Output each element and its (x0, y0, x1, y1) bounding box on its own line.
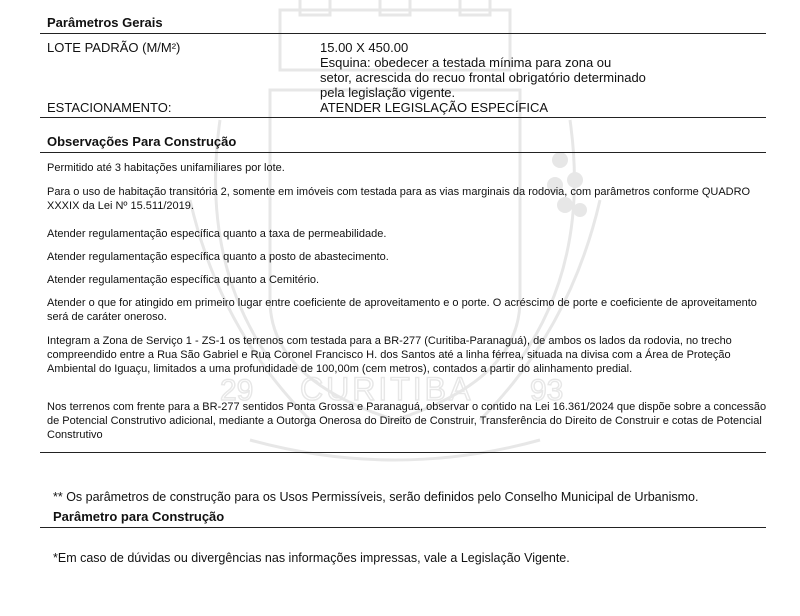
parametro-construcao-title: Parâmetro para Construção (53, 509, 225, 524)
watermark-city: CURITIBA (300, 371, 474, 407)
observacoes-title: Observações Para Construção (47, 134, 237, 149)
lote-padrao-line: setor, acrescida do recuo frontal obrigatório determinado (320, 70, 646, 85)
section-divider (40, 527, 766, 528)
duvidas-note: *Em caso de dúvidas ou divergências nas informações impressas, vale a Legislação Vigente. (53, 551, 570, 565)
observacao-item: Permitido até 3 habitações unifamiliares por lote. (47, 162, 285, 174)
estacionamento-label: ESTACIONAMENTO: (47, 100, 172, 115)
usos-permissiveis-note: ** Os parâmetros de construção para os Usos Permissíveis, serão definidos pelo Conselho Municipal de Urbanismo. (53, 490, 699, 504)
observacao-item: Atender regulamentação específica quanto a taxa de permeabilidade. (47, 228, 387, 240)
watermark-year-left: 29 (220, 374, 254, 407)
observacao-item: Atender o que for atingido em primeiro lugar entre coeficiente de aproveitamento e o porte. O acréscimo de porte e coeficiente de aproveitamento será de caráter oneroso. (47, 297, 757, 323)
lote-padrao-line: 15.00 X 450.00 (320, 40, 409, 55)
observacao-item: Para o uso de habitação transitória 2, somente em imóveis com testada para as vias marginais da rodovia, com parâmetros conforme QUADRO XXXIX da Lei Nº 15.511/2019. (47, 186, 751, 212)
lote-padrao-label: LOTE PADRÃO (M/M²) (47, 40, 181, 55)
lote-padrao-line: Esquina: obedecer a testada mínima para zona ou (320, 55, 612, 70)
observacao-item: Nos terrenos com frente para a BR-277 sentidos Ponta Grossa e Paranaguá, observar o contido na Lei 16.361/2024 que dispõe sobre a concessão de Potencial Construtivo adicional, mediante a Outorga Onerosa do Direito de Construir, Transferência do Direito de Construir e cotas de Potencial Construtivo (47, 401, 767, 441)
observacao-item: Integram a Zona de Serviço 1 - ZS-1 os terrenos com testada para a BR-277 (Curitiba-Paranaguá), de ambos os lados da rodovia, no trecho compreendido entre a Rua São Gabriel e Rua Coronel Francisco H. dos Santos até a linha férrea, situada na divisa com a Área de Proteção Ambiental do Iguaçu, limitados a uma profundidade de 100,00m (cem metros), contados a partir do alinhamento predial. (47, 335, 732, 375)
section-divider (40, 33, 766, 34)
lote-padrao-value (320, 40, 690, 100)
estacionamento-value: ATENDER LEGISLAÇÃO ESPECÍFICA (320, 100, 549, 115)
observacao-item: Atender regulamentação específica quanto a Cemitério. (47, 274, 320, 286)
section-divider (40, 117, 766, 118)
parametros-gerais-title: Parâmetros Gerais (47, 15, 163, 30)
observacao-item: Atender regulamentação específica quanto a posto de abastecimento. (47, 251, 389, 263)
section-divider (40, 452, 766, 453)
lote-padrao-line: pela legislação vigente. (320, 85, 456, 100)
section-divider (40, 152, 766, 153)
watermark-year-right: 93 (530, 374, 564, 407)
